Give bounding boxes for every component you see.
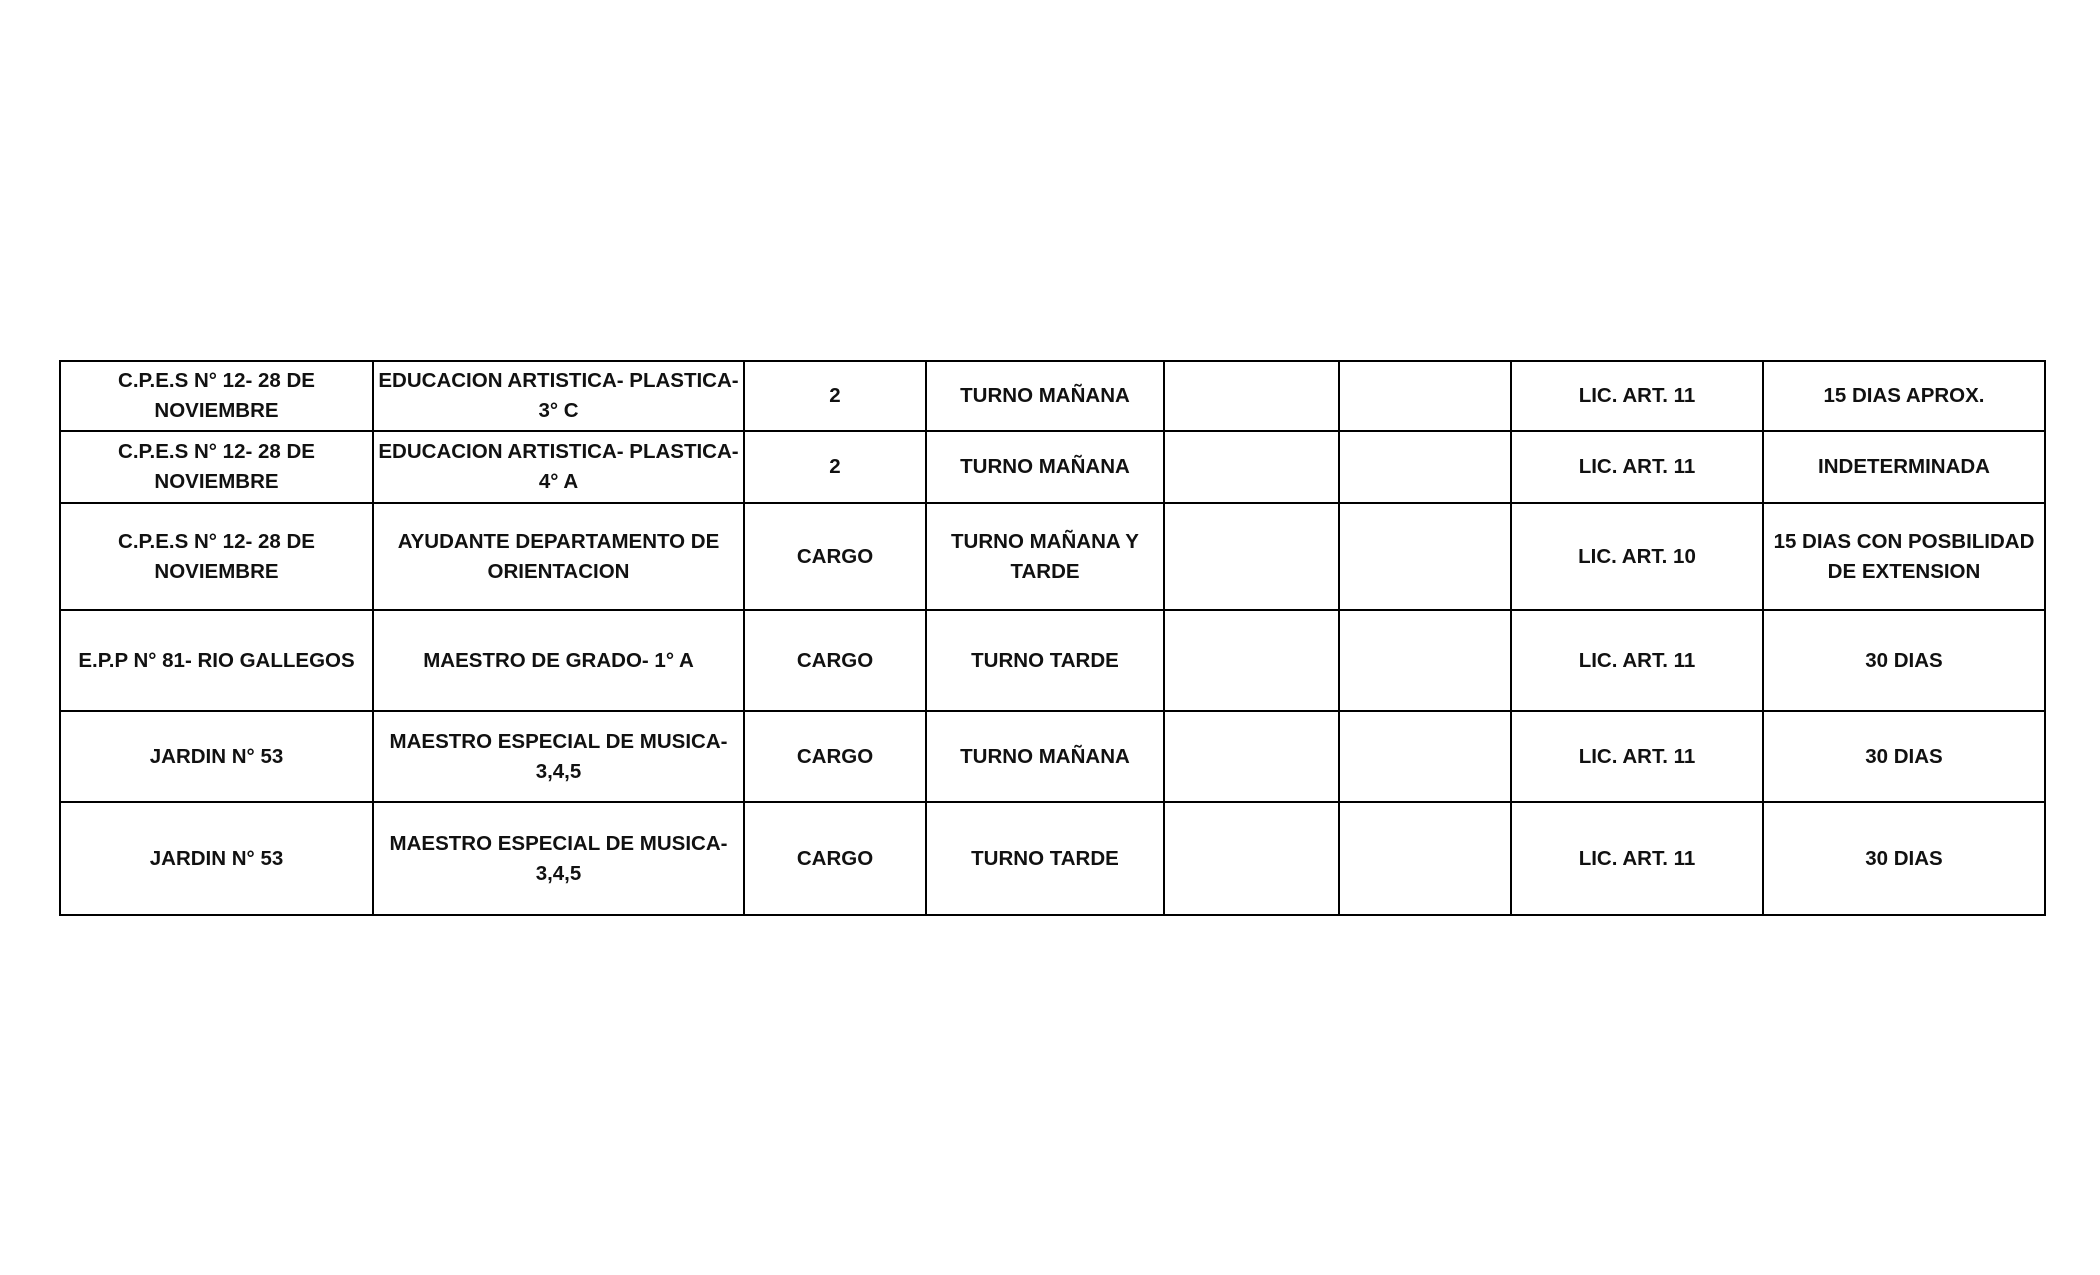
empty-cell	[1339, 802, 1511, 915]
vacancy-sheet	[59, 360, 2044, 916]
empty-cell	[1164, 431, 1339, 503]
license-cell: LIC. ART. 11	[1511, 361, 1763, 431]
school-cell: E.P.P N° 81- RIO GALLEGOS	[60, 610, 373, 711]
table-row	[60, 802, 2045, 915]
duration-cell: 15 DIAS APROX.	[1763, 361, 2045, 431]
license-cell: LIC. ART. 11	[1511, 610, 1763, 711]
table-row	[60, 431, 2045, 503]
subject-cell: MAESTRO ESPECIAL DE MUSICA- 3,4,5	[373, 802, 744, 915]
shift-cell: TURNO MAÑANA	[926, 361, 1164, 431]
empty-cell	[1164, 802, 1339, 915]
subject-cell: EDUCACION ARTISTICA- PLASTICA- 4° A	[373, 431, 744, 503]
empty-cell	[1339, 711, 1511, 802]
license-cell: LIC. ART. 11	[1511, 431, 1763, 503]
hours-cell: CARGO	[744, 711, 926, 802]
duration-cell: 15 DIAS CON POSBILIDAD DE EXTENSION	[1763, 503, 2045, 610]
hours-cell: 2	[744, 431, 926, 503]
empty-cell	[1164, 361, 1339, 431]
empty-cell	[1339, 503, 1511, 610]
subject-cell: MAESTRO ESPECIAL DE MUSICA- 3,4,5	[373, 711, 744, 802]
empty-cell	[1339, 431, 1511, 503]
duration-cell: INDETERMINADA	[1763, 431, 2045, 503]
shift-cell: TURNO MAÑANA Y TARDE	[926, 503, 1164, 610]
subject-cell: AYUDANTE DEPARTAMENTO DE ORIENTACION	[373, 503, 744, 610]
table-row	[60, 711, 2045, 802]
school-cell: JARDIN N° 53	[60, 711, 373, 802]
shift-cell: TURNO TARDE	[926, 610, 1164, 711]
table-row	[60, 610, 2045, 711]
school-cell: C.P.E.S N° 12- 28 DE NOVIEMBRE	[60, 431, 373, 503]
hours-cell: CARGO	[744, 503, 926, 610]
empty-cell	[1339, 610, 1511, 711]
hours-cell: 2	[744, 361, 926, 431]
shift-cell: TURNO MAÑANA	[926, 431, 1164, 503]
duration-cell: 30 DIAS	[1763, 711, 2045, 802]
subject-cell: MAESTRO DE GRADO- 1° A	[373, 610, 744, 711]
school-cell: C.P.E.S N° 12- 28 DE NOVIEMBRE	[60, 361, 373, 431]
school-cell: C.P.E.S N° 12- 28 DE NOVIEMBRE	[60, 503, 373, 610]
vacancy-table	[59, 360, 2046, 916]
hours-cell: CARGO	[744, 610, 926, 711]
duration-cell: 30 DIAS	[1763, 610, 2045, 711]
license-cell: LIC. ART. 11	[1511, 711, 1763, 802]
table-row	[60, 361, 2045, 431]
school-cell: JARDIN N° 53	[60, 802, 373, 915]
shift-cell: TURNO TARDE	[926, 802, 1164, 915]
empty-cell	[1164, 610, 1339, 711]
license-cell: LIC. ART. 10	[1511, 503, 1763, 610]
empty-cell	[1339, 361, 1511, 431]
hours-cell: CARGO	[744, 802, 926, 915]
empty-cell	[1164, 711, 1339, 802]
table-row	[60, 503, 2045, 610]
license-cell: LIC. ART. 11	[1511, 802, 1763, 915]
subject-cell: EDUCACION ARTISTICA- PLASTICA- 3° C	[373, 361, 744, 431]
empty-cell	[1164, 503, 1339, 610]
shift-cell: TURNO MAÑANA	[926, 711, 1164, 802]
duration-cell: 30 DIAS	[1763, 802, 2045, 915]
